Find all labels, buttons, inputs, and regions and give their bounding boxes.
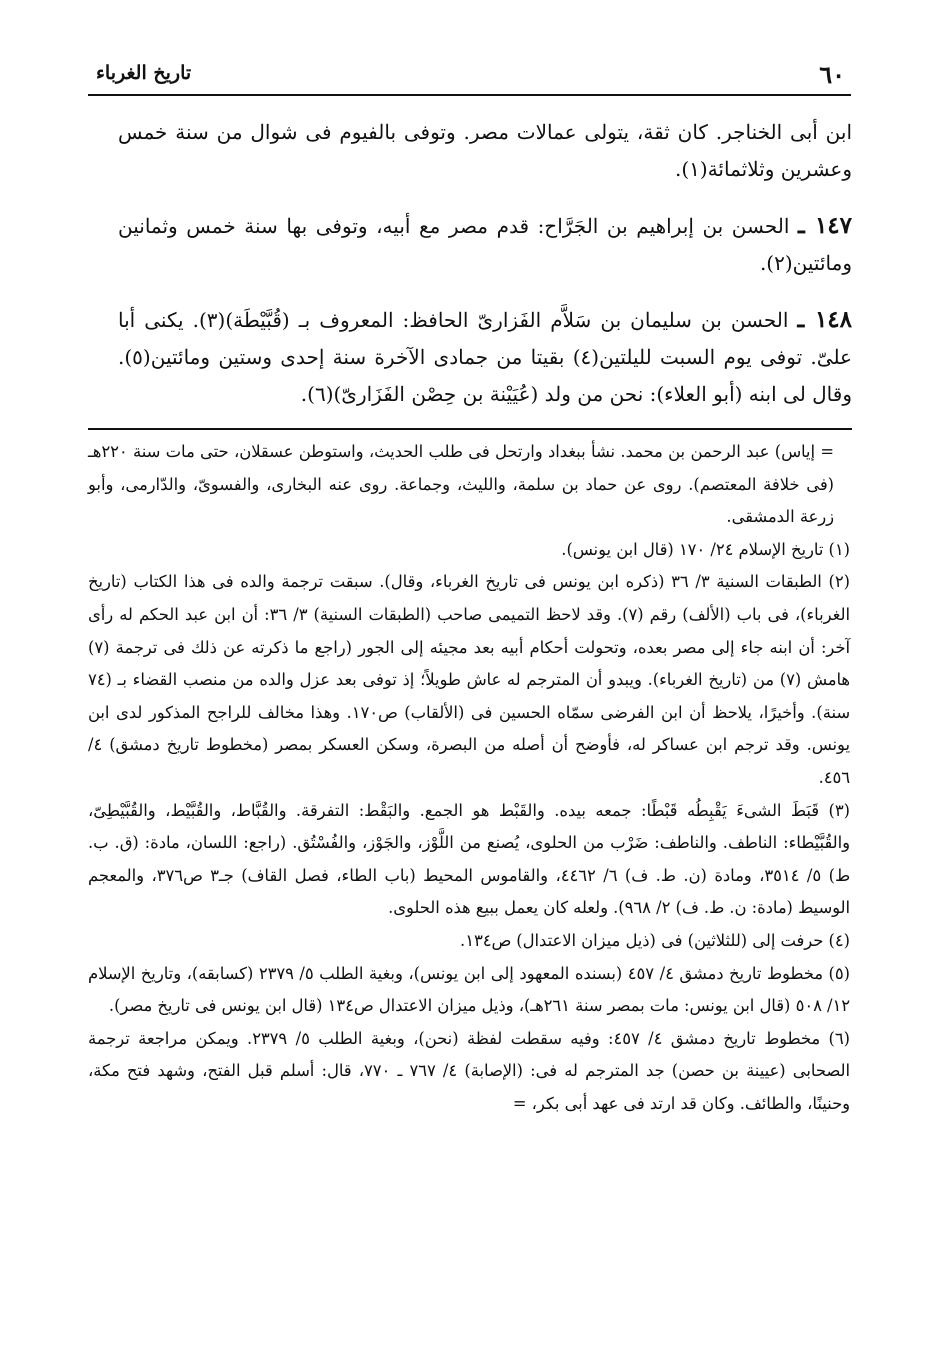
footnote-1: (١) تاريخ الإسلام ٢٤/ ١٧٠ (قال ابن يونس).	[561, 539, 850, 559]
footnote-4: (٤) حرفت إلى (للثلاثين) فى (ذيل ميزان الاعتدال) ص١٣٤.	[460, 930, 850, 950]
paragraph-continuation: ابن أبى الخناجر. كان ثقة، يتولى عمالات مصر. وتوفى بالفيوم فى شوال من سنة خمس وعشرين وثلاثمائة(١).	[118, 120, 852, 181]
footnote-2: (٢) الطبقات السنية ٣/ ٣٦ (ذكره ابن يونس فى تاريخ الغرباء، وقال). سبقت ترجمة والده فى هذا الكتاب (تاريخ الغرباء)، فى باب (الألف) رقم (٧). وقد لاحظ التميمى صاحب (الطبقات السنية) ٣/ ٣٦: أن ابن عبد الحكم له رأى آخر: أن ابنه جاء إلى مصر بعده، وتحولت أحكام أبيه بعد مجيئه إلى الجور (راجع ما ذكرته عن ذلك فى ترجمة (٧) هامش (٧) من (تاريخ الغرباء). ويبدو أن المترجم له عاش طويلاً؛ إذ توفى بعد عزل والده من منصب القضاء بـ (٧٤ سنة). وأخيرًا، يلاحظ أن ابن الفرضى سمّاه الحسين فى (الألقاب) ص١٧٠. وهذا مخالف للراجح المذكور لدى ابن يونس. وقد ترجم ابن عساكر له، فأوضح أن أصله من البصرة، وسكن العسكر بمصر (مخطوط تاريخ دمشق) ٤/ ٤٥٦.	[88, 572, 851, 787]
entry-text: الحسن بن إبراهيم بن الجَرَّاح: قدم مصر مع أبيه، وتوفى بها سنة خمس وثمانين ومائتين(٢).	[118, 214, 852, 275]
footnote-6: (٦) مخطوط تاريخ دمشق ٤/ ٤٥٧: وفيه سقطت لفظة (نحن)، وبغية الطلب ٥/ ٢٣٧٩. ويمكن مراجعة ترجمة الصحابى (عيينة بن حصن) جد المترجم له فى: (الإصابة) ٤/ ٧٦٧ ـ ٧٧٠، قال: أسلم قبل الفتح، وشهد فتح مكة، وحنينًا، والطائف. وكان قد ارتد فى عهد أبى بكر، =	[88, 1028, 850, 1113]
entry-number: ١٤٧ ـ	[797, 212, 852, 239]
entry-number: ١٤٨ ـ	[797, 306, 852, 333]
main-text	[118, 114, 852, 413]
footnote-5: (٥) مخطوط تاريخ دمشق ٤/ ٤٥٧ (بسنده المعهود إلى ابن يونس)، وبغية الطلب ٥/ ٢٣٧٩ (كسابقه)، وتاريخ الإسلام ١٢/ ٥٠٨ (قال ابن يونس: مات بمصر سنة ٢٦١هـ)، وذيل ميزان الاعتدال ص١٣٤ (قال ابن يونس فى تاريخ مصر).	[88, 963, 851, 1016]
entry-text: الحسن بن سليمان بن سَلاَّم الفَزارىّ الحافظ: المعروف بـ (قُبَّيْطَة)(٣). يكنى أبا علىّ. توفى يوم السبت لليلتين(٤) بقيتا من جمادى الآخرة سنة إحدى وستين ومائتين(٥). وقال لى ابنه (أبو العلاء): نحن من ولد (عُيَيْنة بن حِصْن الفَزَارىّ)(٦).	[118, 308, 852, 406]
footnote-3: (٣) قَبَطَ الشىءَ يَقْبِطُه قَبْطًا: جمعه بيده. والقَبْط هو الجمع. والبَقْط: التفرقة. والقُبَّاط، والقُبَّيْط، والقُبَّيْطِىّ، والقُبَّيْطاء: الناطف. والناطف: ضَرْب من الحلوى، يُصنع من اللَّوْز، والجَوْز، والفُسْتُق. (راجع: اللسان، مادة: (ق. ب. ط) ٥/ ٣٥١٤، ومادة (ن. ط. ف) ٦/ ٤٤٦٢، والقاموس المحيط (باب الطاء، فصل القاف) جـ٣ ص٣٧٦، والمعجم الوسيط (مادة: ن. ط. ف) ٢/ ٩٦٨). ولعله كان يعمل ببيع هذه الحلوى.	[88, 800, 851, 918]
running-title: تاريخ الغرباء	[96, 62, 192, 84]
footnote-continued: = إياس) عبد الرحمن بن محمد. نشأ ببغداد وارتحل فى طلب الحديث، واستوطن عسقلان، حتى مات سنة ٢٢٠هـ (فى خلافة المعتصم). روى عن حماد بن سلمة، والليث، وجماعة. روى عنه البخارى، والفسوىّ، والدّارمى، وأبو زرعة الدمشقى.	[88, 442, 834, 527]
footnotes	[88, 436, 850, 1120]
header-rule	[88, 94, 851, 96]
entry-147	[118, 207, 852, 282]
footnote-rule	[88, 428, 852, 430]
entry-148	[118, 301, 852, 413]
page-header	[88, 58, 851, 92]
page-number: ٦٠	[819, 60, 845, 89]
